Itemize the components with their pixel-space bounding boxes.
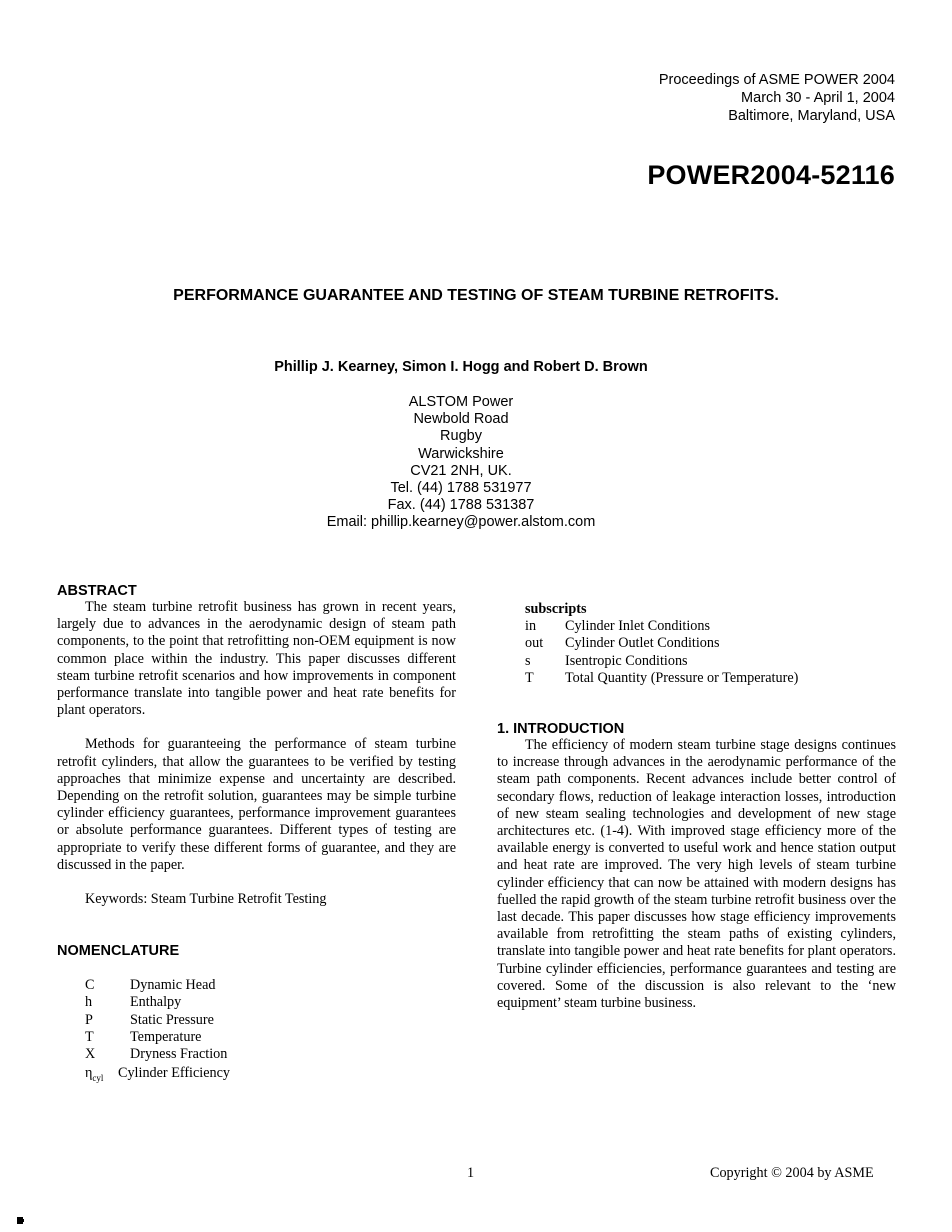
eta-symbol [85,1065,118,1087]
affiliation-line: CV21 2NH, UK. [410,462,512,479]
subscript-description: Isentropic Conditions [565,652,688,669]
abstract-body [57,599,456,908]
introduction-heading: 1. INTRODUCTION [497,721,625,738]
affiliation-line: Newbold Road [413,411,509,428]
page-number: 1 [467,1165,475,1181]
introduction-paragraph: The efficiency of modern steam turbine stage designs continues to increase through advances in the aerodynamic performance of the steam path components. Recent advances include better control of secondary flows, reduction of leakage interaction losses, introduction of new steam sealing technologies and development of new stage architectures etc. (1-4). With improved stage efficiency more of the available energy is converted to useful work and hence station output and heat rate are improved. The very high levels of steam turbine cylinder efficiency that can now be attained with modern designs has fuelled the rapid growth of the steam turbine retrofit business over the last decade. This paper discusses how stage efficiency improvements available from retrofitting the steam paths of existing cylinders, translate into tangible power and heat rate benefits for plant operators. Turbine cylinder efficiencies, performance guarantees and testing are covered. Some of the discussion is also relevant to the ‘new equipment’ steam turbine business. [497,737,896,1012]
subscript-item [525,670,896,687]
proceedings-date: March 30 - April 1, 2004 [741,90,895,106]
nomenclature-description: Cylinder Efficiency [118,1065,231,1082]
nomenclature-item [85,1012,456,1029]
affiliation-line: ALSTOM Power [408,394,514,410]
introduction-body [497,737,896,1012]
nomenclature-list [85,977,456,1087]
affiliation-line: Tel. (44) 1788 531977 [390,480,532,497]
subscripts-block [525,601,896,687]
affiliation-line: Fax. (44) 1788 531387 [387,497,535,514]
proceedings-header [659,71,895,125]
subscript-symbol: in [525,618,537,635]
affiliation-line: Warwickshire [418,445,504,462]
nomenclature-item [85,1029,456,1046]
abstract-heading: ABSTRACT [57,583,137,599]
paper-title: PERFORMANCE GUARANTEE AND TESTING OF STEAM TURBINE RETROFITS. [173,287,779,304]
subscript-item [525,618,896,635]
subscript-symbol: s [525,652,531,669]
paper-id: POWER2004-52116 [647,160,895,190]
nomenclature-item-eta [85,1065,456,1087]
right-column [497,601,896,1012]
abstract-paragraph: The steam turbine retrofit business has grown in recent years, largely due to advances in the aerodynamic design of steam path components, to the point that retrofitting non-OEM equipment is now common place within the industry. This paper discusses different steam turbine retrofit scenarios and how improvements in component performance translate into tangible power and heat rate benefits for plant operators. [57,599,456,719]
subscript-item [525,653,896,670]
corner-mark-icon [16,1216,25,1225]
nomenclature-symbol: X [85,1046,96,1063]
subscript-description: Cylinder Inlet Conditions [565,618,711,635]
nomenclature-symbol: P [85,1011,93,1028]
nomenclature-item [85,977,456,994]
subscripts-heading: subscripts [525,601,587,617]
left-column [57,583,456,1087]
proceedings-location: Baltimore, Maryland, USA [728,108,895,124]
keywords: Keywords: Steam Turbine Retrofit Testing [85,891,327,908]
eta-subscript: cyl [92,1073,104,1084]
nomenclature-symbol: C [85,977,95,994]
subscript-description: Cylinder Outlet Conditions [565,635,720,652]
subscript-symbol: T [525,669,534,686]
subscript-description: Total Quantity (Pressure or Temperature) [565,669,799,686]
nomenclature-description: Dryness Fraction [130,1046,228,1063]
affiliation-line: Rugby [440,428,482,445]
nomenclature-description: Dynamic Head [130,977,216,994]
affiliation-block [0,394,922,532]
proceedings-line: Proceedings of ASME POWER 2004 [658,72,895,88]
nomenclature-symbol: h [85,994,93,1011]
authors: Phillip J. Kearney, Simon I. Hogg and Robert D. Brown [274,359,648,375]
copyright-notice: Copyright © 2004 by ASME [710,1165,874,1181]
abstract-paragraph: Methods for guaranteeing the performance of steam turbine retrofit cylinders, that allow the guarantees to be verified by testing approaches that minimize expense and uncertainty are described. Depending on the retrofit solution, guarantees may be simple turbine cylinder efficiency guarantees, performance improvement guarantees or absolute performance guarantees. Different types of testing are appropriate to verify these different forms of guarantee, and they are discussed in the paper. [57,736,456,873]
nomenclature-item [85,994,456,1011]
nomenclature-symbol: T [85,1028,94,1045]
eta-letter: η [85,1065,93,1082]
nomenclature-item [85,1046,456,1063]
nomenclature-description: Enthalpy [130,994,182,1011]
affiliation-email: Email: phillip.kearney@power.alstom.com [326,514,596,531]
subscript-item [525,635,896,652]
subscript-symbol: out [525,635,544,652]
nomenclature-description: Temperature [130,1028,202,1045]
nomenclature-description: Static Pressure [130,1011,214,1028]
nomenclature-heading: NOMENCLATURE [57,943,180,960]
